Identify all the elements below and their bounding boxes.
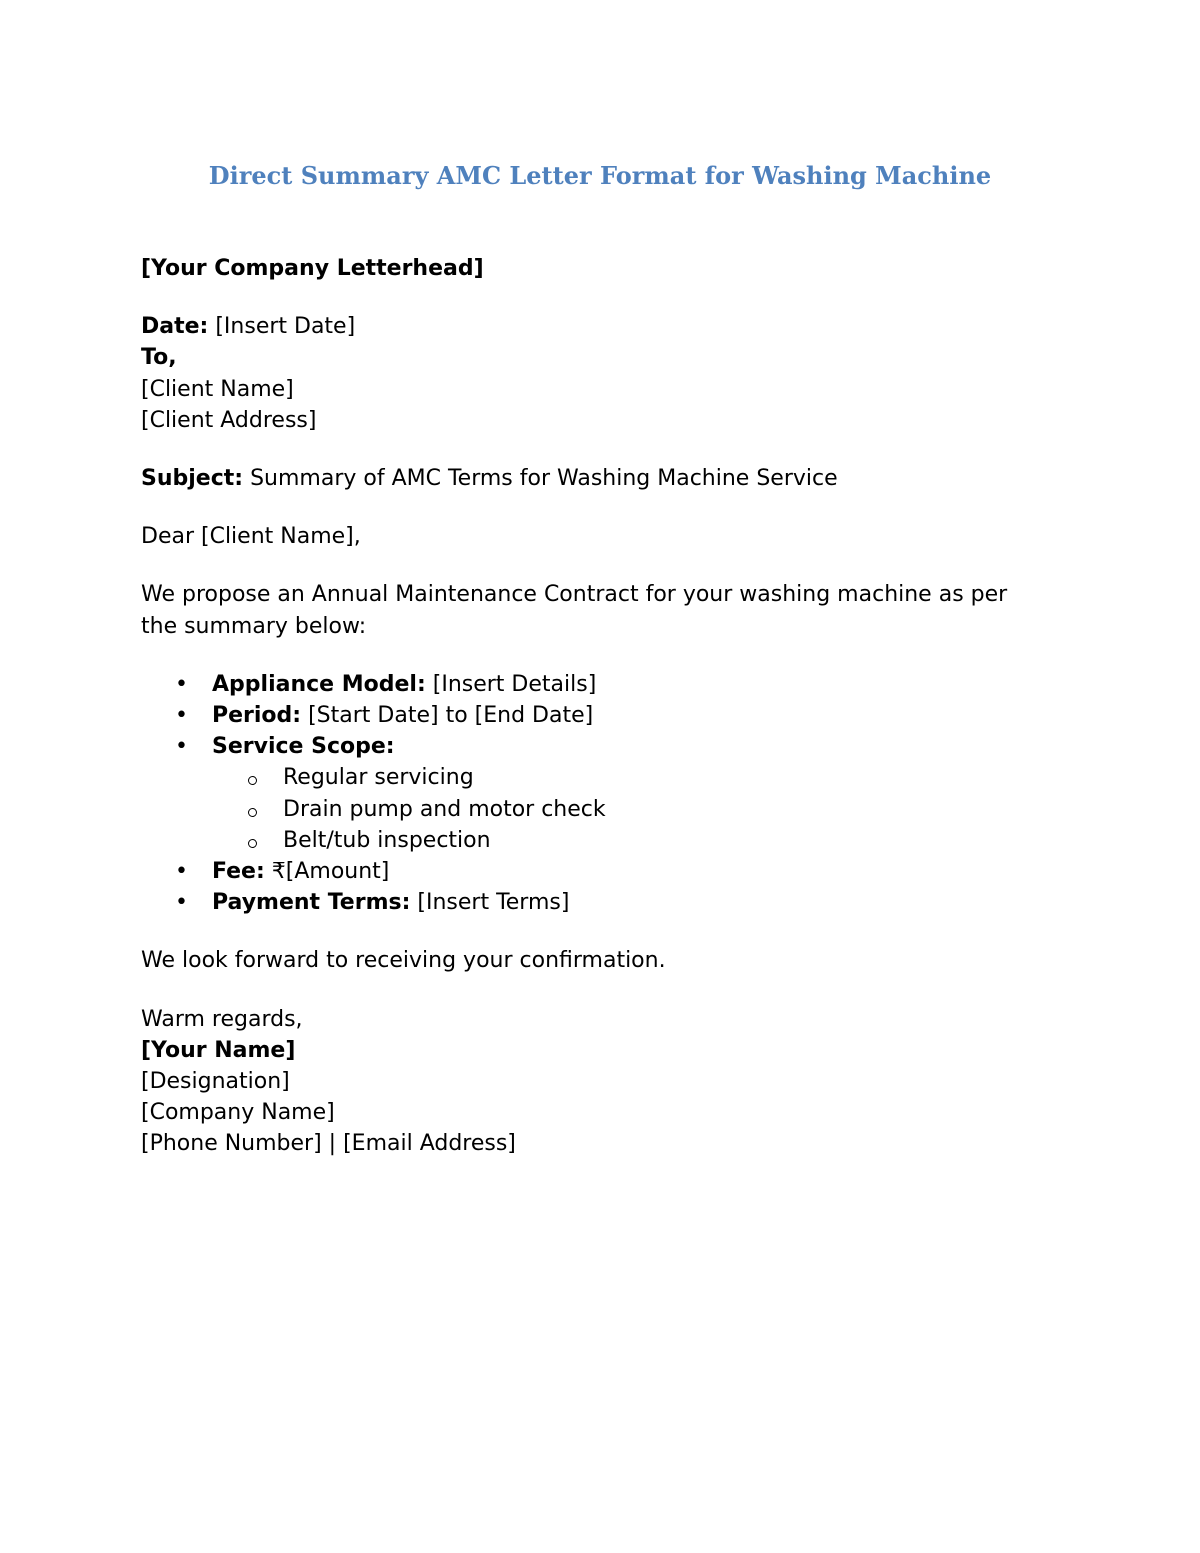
sub-list-item: Belt/tub inspection <box>212 825 1041 856</box>
document-title: Direct Summary AMC Letter Format for Washing Machine <box>208 161 992 190</box>
list-item-fee <box>141 856 1041 887</box>
appliance-model-label: Appliance Model: <box>212 671 426 697</box>
client-address: [Client Address] <box>141 407 317 433</box>
salutation: Dear [Client Name], <box>141 524 361 550</box>
sender-designation: [Designation] <box>141 1069 290 1095</box>
client-name: [Client Name] <box>141 376 294 402</box>
circle-bullet-icon <box>248 776 257 785</box>
payment-terms-label: Payment Terms: <box>212 890 411 916</box>
sub-list-item: Drain pump and motor check <box>212 794 1041 825</box>
letter-body <box>141 253 1041 1187</box>
closing-block <box>141 945 1041 976</box>
fee-value: ₹[Amount] <box>264 859 390 885</box>
circle-bullet-icon <box>248 839 257 848</box>
signature-block <box>141 1004 1041 1160</box>
circle-bullet-icon <box>248 808 257 817</box>
list-item-service-scope <box>141 731 1041 856</box>
subject-label: Subject: <box>141 466 244 492</box>
list-item-period <box>141 700 1041 731</box>
intro-paragraph: We propose an Annual Maintenance Contract for your washing machine as per the summary below: <box>141 582 1008 639</box>
sender-name: [Your Name] <box>141 1037 296 1063</box>
date-value: [Insert Date] <box>208 314 356 340</box>
date-line <box>141 311 1041 342</box>
bullet-icon: • <box>175 734 188 760</box>
bullet-icon: • <box>175 890 188 916</box>
bullet-icon: • <box>175 859 188 885</box>
recipient-block <box>141 311 1041 436</box>
appliance-model-value: [Insert Details] <box>425 671 597 697</box>
subject-value: Summary of AMC Terms for Washing Machine Service <box>243 466 838 492</box>
sender-company: [Company Name] <box>141 1100 335 1126</box>
bullet-icon: • <box>175 703 188 729</box>
letterhead-block <box>141 253 1041 284</box>
sub-list-item: Regular servicing <box>212 762 1041 793</box>
to-label: To, <box>141 345 177 371</box>
service-scope-label: Service Scope: <box>212 734 395 760</box>
bullet-icon: • <box>175 671 188 697</box>
intro-block <box>141 579 1041 641</box>
fee-label: Fee: <box>212 859 265 885</box>
payment-terms-value: [Insert Terms] <box>410 890 570 916</box>
list-item-payment-terms <box>141 887 1041 918</box>
service-scope-sublist <box>212 762 1041 856</box>
list-item-appliance-model <box>141 669 1041 700</box>
closing-line: We look forward to receiving your confirmation. <box>141 948 666 974</box>
salutation-block <box>141 521 1041 552</box>
terms-list <box>141 669 1041 919</box>
date-label: Date: <box>141 314 209 340</box>
regards: Warm regards, <box>141 1006 303 1032</box>
sender-contact: [Phone Number] | [Email Address] <box>141 1131 516 1157</box>
period-value: [Start Date] to [End Date] <box>301 703 594 729</box>
letterhead: [Your Company Letterhead] <box>141 256 484 281</box>
period-label: Period: <box>212 703 302 729</box>
subject-line <box>141 463 1041 494</box>
subject-block <box>141 463 1041 494</box>
